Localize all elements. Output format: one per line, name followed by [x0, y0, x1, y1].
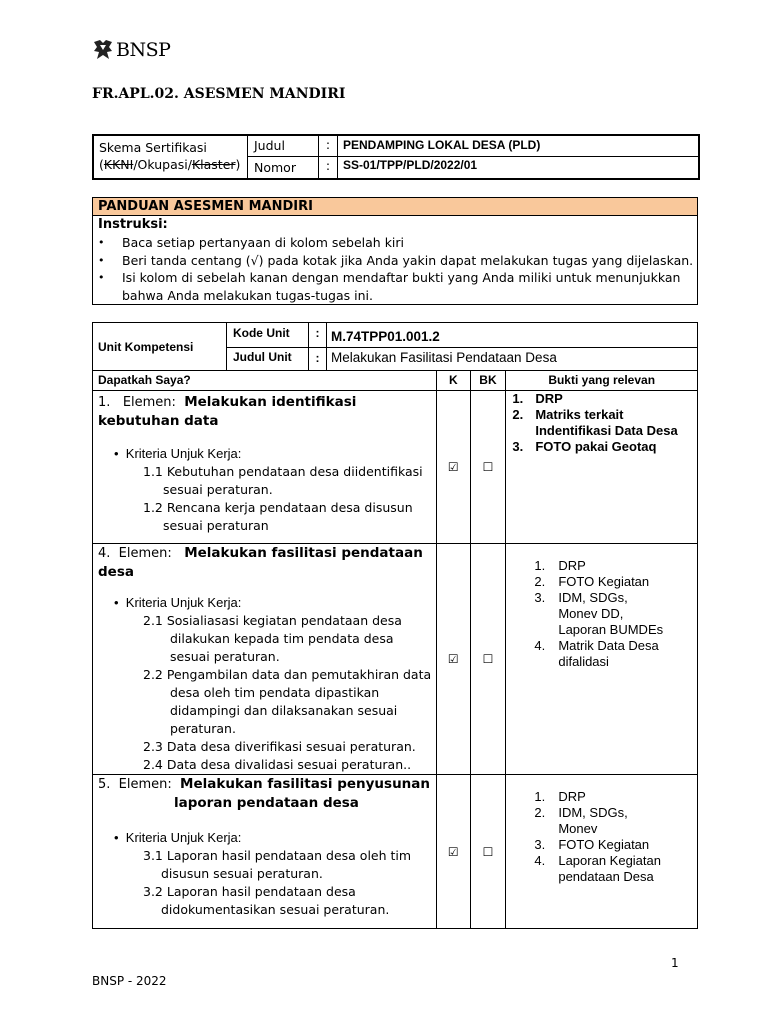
- bukti-item: 1. DRP: [512, 391, 563, 406]
- instruksi-item: • Baca setiap pertanyaan di kolom sebelah kiri: [93, 234, 697, 252]
- bukti-item: 1. DRP: [534, 558, 586, 573]
- judul-value: PENDAMPING LOKAL DESA (PLD): [338, 135, 700, 156]
- judul-label: Judul: [248, 135, 319, 156]
- bukti-item: 4. Matrik Data Desa difalidasi: [534, 638, 659, 669]
- nomor-colon: :: [319, 156, 338, 179]
- judul-colon: :: [319, 135, 338, 156]
- footer-text: BNSP - 2022: [92, 974, 167, 988]
- judul-unit-colon: :: [308, 348, 326, 371]
- kkni-strike: KKNI: [103, 157, 134, 172]
- bk-checkbox[interactable]: ☐: [470, 544, 506, 775]
- elemen-row: [93, 775, 698, 929]
- col-bk: BK: [470, 371, 506, 391]
- col-question: Dapatkah Saya?: [93, 371, 437, 391]
- elemen-title: 1. Elemen: Melakukan identifikasi kebutuhan data: [98, 394, 357, 429]
- instruksi-label: Instruksi:: [98, 217, 168, 232]
- page-number: 1: [671, 956, 679, 970]
- k-checkbox[interactable]: ☑: [436, 391, 470, 544]
- kuk-item: 2.1 Sosialiasasi kegiatan pendataan desa dilakukan kepada tim pendata desa sesuai peraturan.: [143, 613, 402, 664]
- kuk-item: 2.3 Data desa diverifikasi sesuai peraturan.: [143, 739, 416, 754]
- panduan-box: [92, 197, 698, 305]
- kuk-item: 3.1 Laporan hasil pendataan desa oleh tim disusun sesuai peraturan.: [143, 848, 412, 881]
- elemen-row: [93, 544, 698, 775]
- elemen-row: [93, 391, 698, 544]
- bukti-cell: [506, 391, 698, 544]
- kuk-item: 3.2 Laporan hasil pendataan desa didokumentasikan sesuai peraturan.: [143, 884, 390, 917]
- logo-text: BNSP: [116, 39, 171, 61]
- kode-unit-label: Kode Unit: [226, 323, 308, 348]
- col-k: K: [436, 371, 470, 391]
- k-checkbox[interactable]: ☑: [436, 544, 470, 775]
- kriteria-label: • Kriteria Unjuk Kerja:: [114, 595, 242, 610]
- col-bukti: Bukti yang relevan: [506, 371, 698, 391]
- bukti-item: 2. IDM, SDGs, Monev: [534, 805, 628, 836]
- elemen-title-line2: laporan pendataan desa: [174, 795, 359, 811]
- bnsp-logo: [92, 36, 170, 64]
- bukti-list: [534, 789, 669, 885]
- elemen-cell: [93, 391, 437, 544]
- kuk-item: 1.2 Rencana kerja pendataan desa disusun sesuai peraturan: [143, 500, 413, 533]
- nomor-label: Nomor: [248, 156, 319, 179]
- k-checkbox[interactable]: ☑: [436, 775, 470, 929]
- kuk-item: 2.2 Pengambilan data dan pemutakhiran data desa oleh tim pendata dipastikan didampingi dan dilaksanakan sesuai peraturan.: [143, 667, 432, 736]
- judul-unit-label: Judul Unit: [226, 348, 308, 371]
- instruksi-item: • Isi kolom di sebelah kanan dengan mendaftar bukti yang Anda miliki untuk menunjukkan bahwa Anda melakukan tugas-tugas ini.: [93, 269, 697, 304]
- skema-label: Skema Sertifikasi (KKNI/Okupasi/Klaster): [93, 135, 248, 179]
- bukti-item: 3. IDM, SDGs, Monev DD, Laporan BUMDEs: [534, 590, 664, 637]
- form-title: FR.APL.02. ASESMEN MANDIRI: [92, 86, 346, 102]
- bukti-list: [512, 391, 697, 455]
- bnsp-emblem-icon: [92, 38, 114, 62]
- bukti-item: 3. FOTO Kegiatan: [534, 837, 650, 852]
- bk-checkbox[interactable]: ☐: [470, 391, 506, 544]
- nomor-value: SS-01/TPP/PLD/2022/01: [338, 156, 700, 179]
- bukti-cell: [506, 775, 698, 929]
- bukti-item: 2. Matriks terkait Indentifikasi Data Desa: [512, 407, 678, 438]
- kode-unit-value: M.74TPP01.001.2: [326, 323, 697, 348]
- elemen-cell: [93, 544, 437, 775]
- bukti-item: 3. FOTO pakai Geotaq: [512, 439, 657, 454]
- judul-unit-value: Melakukan Fasilitasi Pendataan Desa: [326, 348, 697, 371]
- kriteria-label: • Kriteria Unjuk Kerja:: [114, 446, 242, 461]
- unit-kompetensi-table: [92, 322, 698, 929]
- elemen-title: 4. Elemen: Melakukan fasilitasi pendataan desa: [98, 545, 423, 580]
- kuk-item: 1.1 Kebutuhan pendataan desa diidentifikasi sesuai peraturan.: [143, 464, 423, 497]
- klaster-strike: Klaster: [191, 157, 236, 172]
- elemen-title: 5. Elemen: Melakukan fasilitasi penyusunan: [98, 776, 431, 792]
- instruksi-list: [93, 234, 697, 304]
- bukti-item: 1. DRP: [534, 789, 586, 804]
- panduan-heading: PANDUAN ASESMEN MANDIRI: [93, 198, 697, 216]
- bukti-cell: [506, 544, 698, 775]
- bukti-list: [534, 558, 669, 670]
- bukti-item: 4. Laporan Kegiatan pendataan Desa: [534, 853, 661, 884]
- kuk-item: 2.4 Data desa divalidasi sesuai peraturan..: [143, 757, 412, 772]
- kode-colon: :: [308, 323, 326, 348]
- instruksi-item: • Beri tanda centang (√) pada kotak jika Anda yakin dapat melakukan tugas yang dijelaskan.: [93, 252, 697, 270]
- kriteria-label: • Kriteria Unjuk Kerja:: [114, 830, 242, 845]
- elemen-cell: [93, 775, 437, 929]
- unit-kompetensi-label: Unit Kompetensi: [93, 323, 227, 371]
- bukti-item: 2. FOTO Kegiatan: [534, 574, 650, 589]
- skema-table: [92, 134, 700, 180]
- bk-checkbox[interactable]: ☐: [470, 775, 506, 929]
